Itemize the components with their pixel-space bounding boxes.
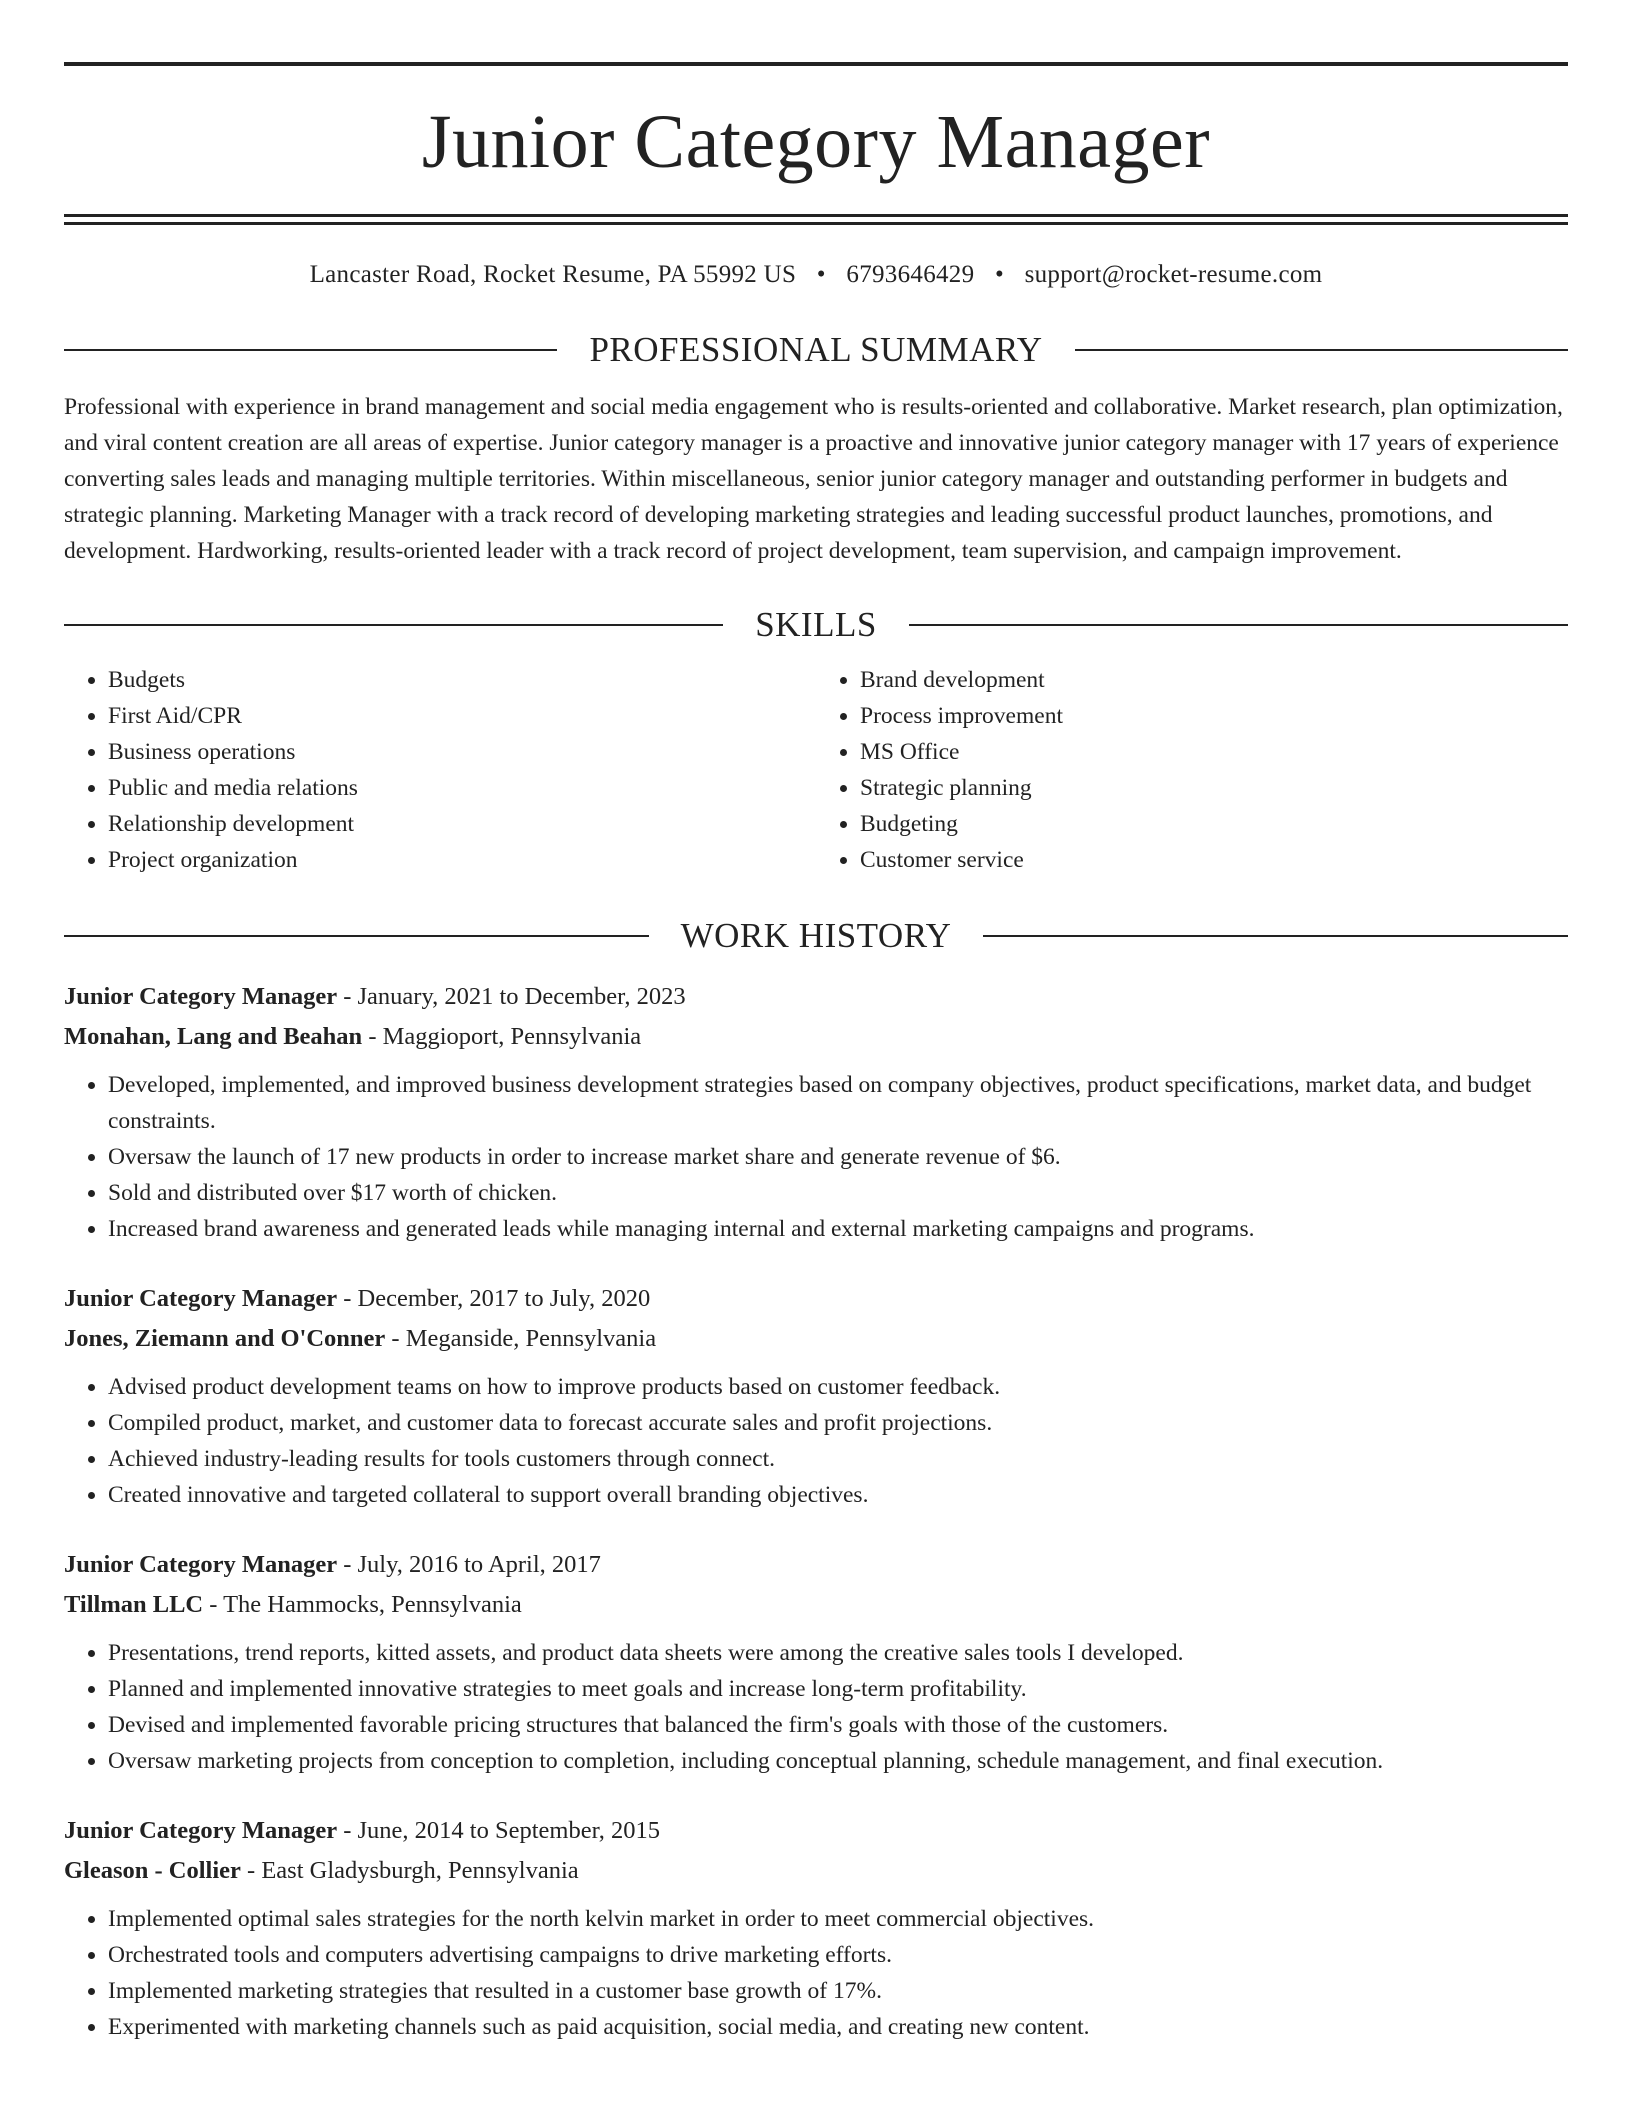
job-title: Junior Category Manager: [64, 1817, 338, 1844]
job-company-line: [64, 1851, 1568, 1891]
job-title-line: [64, 1811, 1568, 1851]
skill-item: • Relationship development: [108, 806, 816, 842]
job-title-line: [64, 1279, 1568, 1319]
job-dates: - December, 2017 to July, 2020: [337, 1285, 651, 1312]
job-bullets: [64, 1067, 1568, 1247]
job-bullet: • Oversaw marketing projects from conception to completion, including conceptual planning, schedule management, and final execution.: [108, 1743, 1568, 1779]
double-rule: [64, 214, 1568, 225]
heading-rule-left: [64, 624, 723, 626]
job-bullet: • Orchestrated tools and computers advertising campaigns to drive marketing efforts.: [108, 1937, 1568, 1973]
job-bullets: [64, 1369, 1568, 1513]
skill-item: • Customer service: [860, 842, 1568, 878]
job-bullet: • Experimented with marketing channels such as paid acquisition, social media, and creating new content.: [108, 2009, 1568, 2045]
skill-item: • Brand development: [860, 662, 1568, 698]
job-dates: - July, 2016 to April, 2017: [337, 1551, 601, 1578]
job-entry: [64, 1811, 1568, 2045]
heading-rule-left: [64, 349, 557, 351]
job-bullet: • Created innovative and targeted collateral to support overall branding objectives.: [108, 1477, 1568, 1513]
skill-item: • Business operations: [108, 734, 816, 770]
skills-column-left: [64, 662, 816, 878]
job-dates: - June, 2014 to September, 2015: [337, 1817, 661, 1844]
skill-item: • Budgeting: [860, 806, 1568, 842]
job-company-line: [64, 1017, 1568, 1057]
heading-rule-right: [1075, 349, 1568, 351]
job-company: Tillman LLC: [64, 1591, 204, 1618]
job-bullet: • Implemented marketing strategies that resulted in a customer base growth of 17%.: [108, 1973, 1568, 2009]
job-title: Junior Category Manager: [64, 1285, 338, 1312]
skill-item: • MS Office: [860, 734, 1568, 770]
contact-line: [64, 262, 1568, 287]
skill-item: • Public and media relations: [108, 770, 816, 806]
top-rule: [64, 62, 1568, 66]
resume-name: Junior Category Manager: [421, 100, 1211, 184]
job-title-line: [64, 1545, 1568, 1585]
skill-item: • First Aid/CPR: [108, 698, 816, 734]
job-location: - Meganside, Pennsylvania: [385, 1325, 657, 1352]
skill-item: • Budgets: [108, 662, 816, 698]
job-location: - East Gladysburgh, Pennsylvania: [240, 1857, 579, 1884]
job-entry: [64, 1545, 1568, 1779]
section-title: SKILLS: [755, 605, 877, 644]
job-bullet: • Devised and implemented favorable pricing structures that balanced the firm's goals with those of the customers.: [108, 1707, 1568, 1743]
section-title: PROFESSIONAL SUMMARY: [589, 330, 1043, 369]
work-history-list: [64, 977, 1568, 2045]
contact-email: support@rocket-resume.com: [1024, 261, 1323, 288]
skill-item: • Strategic planning: [860, 770, 1568, 806]
job-bullet: • Sold and distributed over $17 worth of chicken.: [108, 1175, 1568, 1211]
skill-item: • Project organization: [108, 842, 816, 878]
job-dates: - January, 2021 to December, 2023: [337, 983, 686, 1010]
summary-text: Professional with experience in brand management and social media engagement who is results-oriented and collaborative. Market research, plan optimization, and viral content creation are all areas of expertise. Junior category manager is a proactive and innovative junior category manager with 17 years of experience converting sales leads and managing multiple territories. Within miscellaneous, senior junior category manager and outstanding performer in budgets and strategic planning. Marketing Manager with a track record of developing marketing strategies and leading successful product launches, promotions, and development. Hardworking, results-oriented leader with a track record of project development, team supervision, and campaign improvement.: [64, 394, 1563, 564]
job-company-line: [64, 1319, 1568, 1359]
job-bullets: [64, 1901, 1568, 2045]
job-entry: [64, 977, 1568, 1247]
job-bullet: • Increased brand awareness and generated leads while managing internal and external marketing campaigns and programs.: [108, 1211, 1568, 1247]
skill-item: • Process improvement: [860, 698, 1568, 734]
contact-address: Lancaster Road, Rocket Resume, PA 55992 US: [309, 261, 797, 288]
contact-separator: •: [816, 261, 826, 288]
job-bullet: • Oversaw the launch of 17 new products in order to increase market share and generate revenue of $6.: [108, 1139, 1568, 1175]
contact-separator: •: [994, 261, 1005, 288]
job-location: - Maggioport, Pennsylvania: [362, 1023, 642, 1050]
job-entry: [64, 1279, 1568, 1513]
job-bullet: • Achieved industry-leading results for tools customers through connect.: [108, 1441, 1568, 1477]
job-company: Jones, Ziemann and O'Conner: [64, 1325, 386, 1352]
skills-column-right: [816, 662, 1568, 878]
job-company-line: [64, 1585, 1568, 1625]
job-location: - The Hammocks, Pennsylvania: [203, 1591, 522, 1618]
job-bullet: • Developed, implemented, and improved business development strategies based on company objectives, product specifications, market data, and budget constraints.: [108, 1067, 1568, 1139]
skills-heading: [64, 607, 1568, 642]
contact-phone: 6793646429: [846, 261, 975, 288]
job-bullet: • Planned and implemented innovative strategies to meet goals and increase long-term profitability.: [108, 1671, 1568, 1707]
job-bullets: [64, 1635, 1568, 1779]
job-bullet: • Compiled product, market, and customer data to forecast accurate sales and profit projections.: [108, 1405, 1568, 1441]
heading-rule-left: [64, 935, 649, 937]
job-company: Monahan, Lang and Beahan: [64, 1023, 363, 1050]
job-bullet: • Implemented optimal sales strategies for the north kelvin market in order to meet commercial objectives.: [108, 1901, 1568, 1937]
job-title: Junior Category Manager: [64, 983, 338, 1010]
heading-rule-right: [909, 624, 1568, 626]
job-bullet: • Presentations, trend reports, kitted assets, and product data sheets were among the creative sales tools I developed.: [108, 1635, 1568, 1671]
summary-heading: [64, 332, 1568, 367]
skills-list: [64, 662, 1568, 878]
job-title-line: [64, 977, 1568, 1017]
job-title: Junior Category Manager: [64, 1551, 338, 1578]
work-heading: [64, 918, 1568, 953]
heading-rule-right: [983, 935, 1568, 937]
job-company: Gleason - Collier: [64, 1857, 241, 1884]
job-bullet: • Advised product development teams on how to improve products based on customer feedback.: [108, 1369, 1568, 1405]
section-title: WORK HISTORY: [680, 916, 952, 955]
